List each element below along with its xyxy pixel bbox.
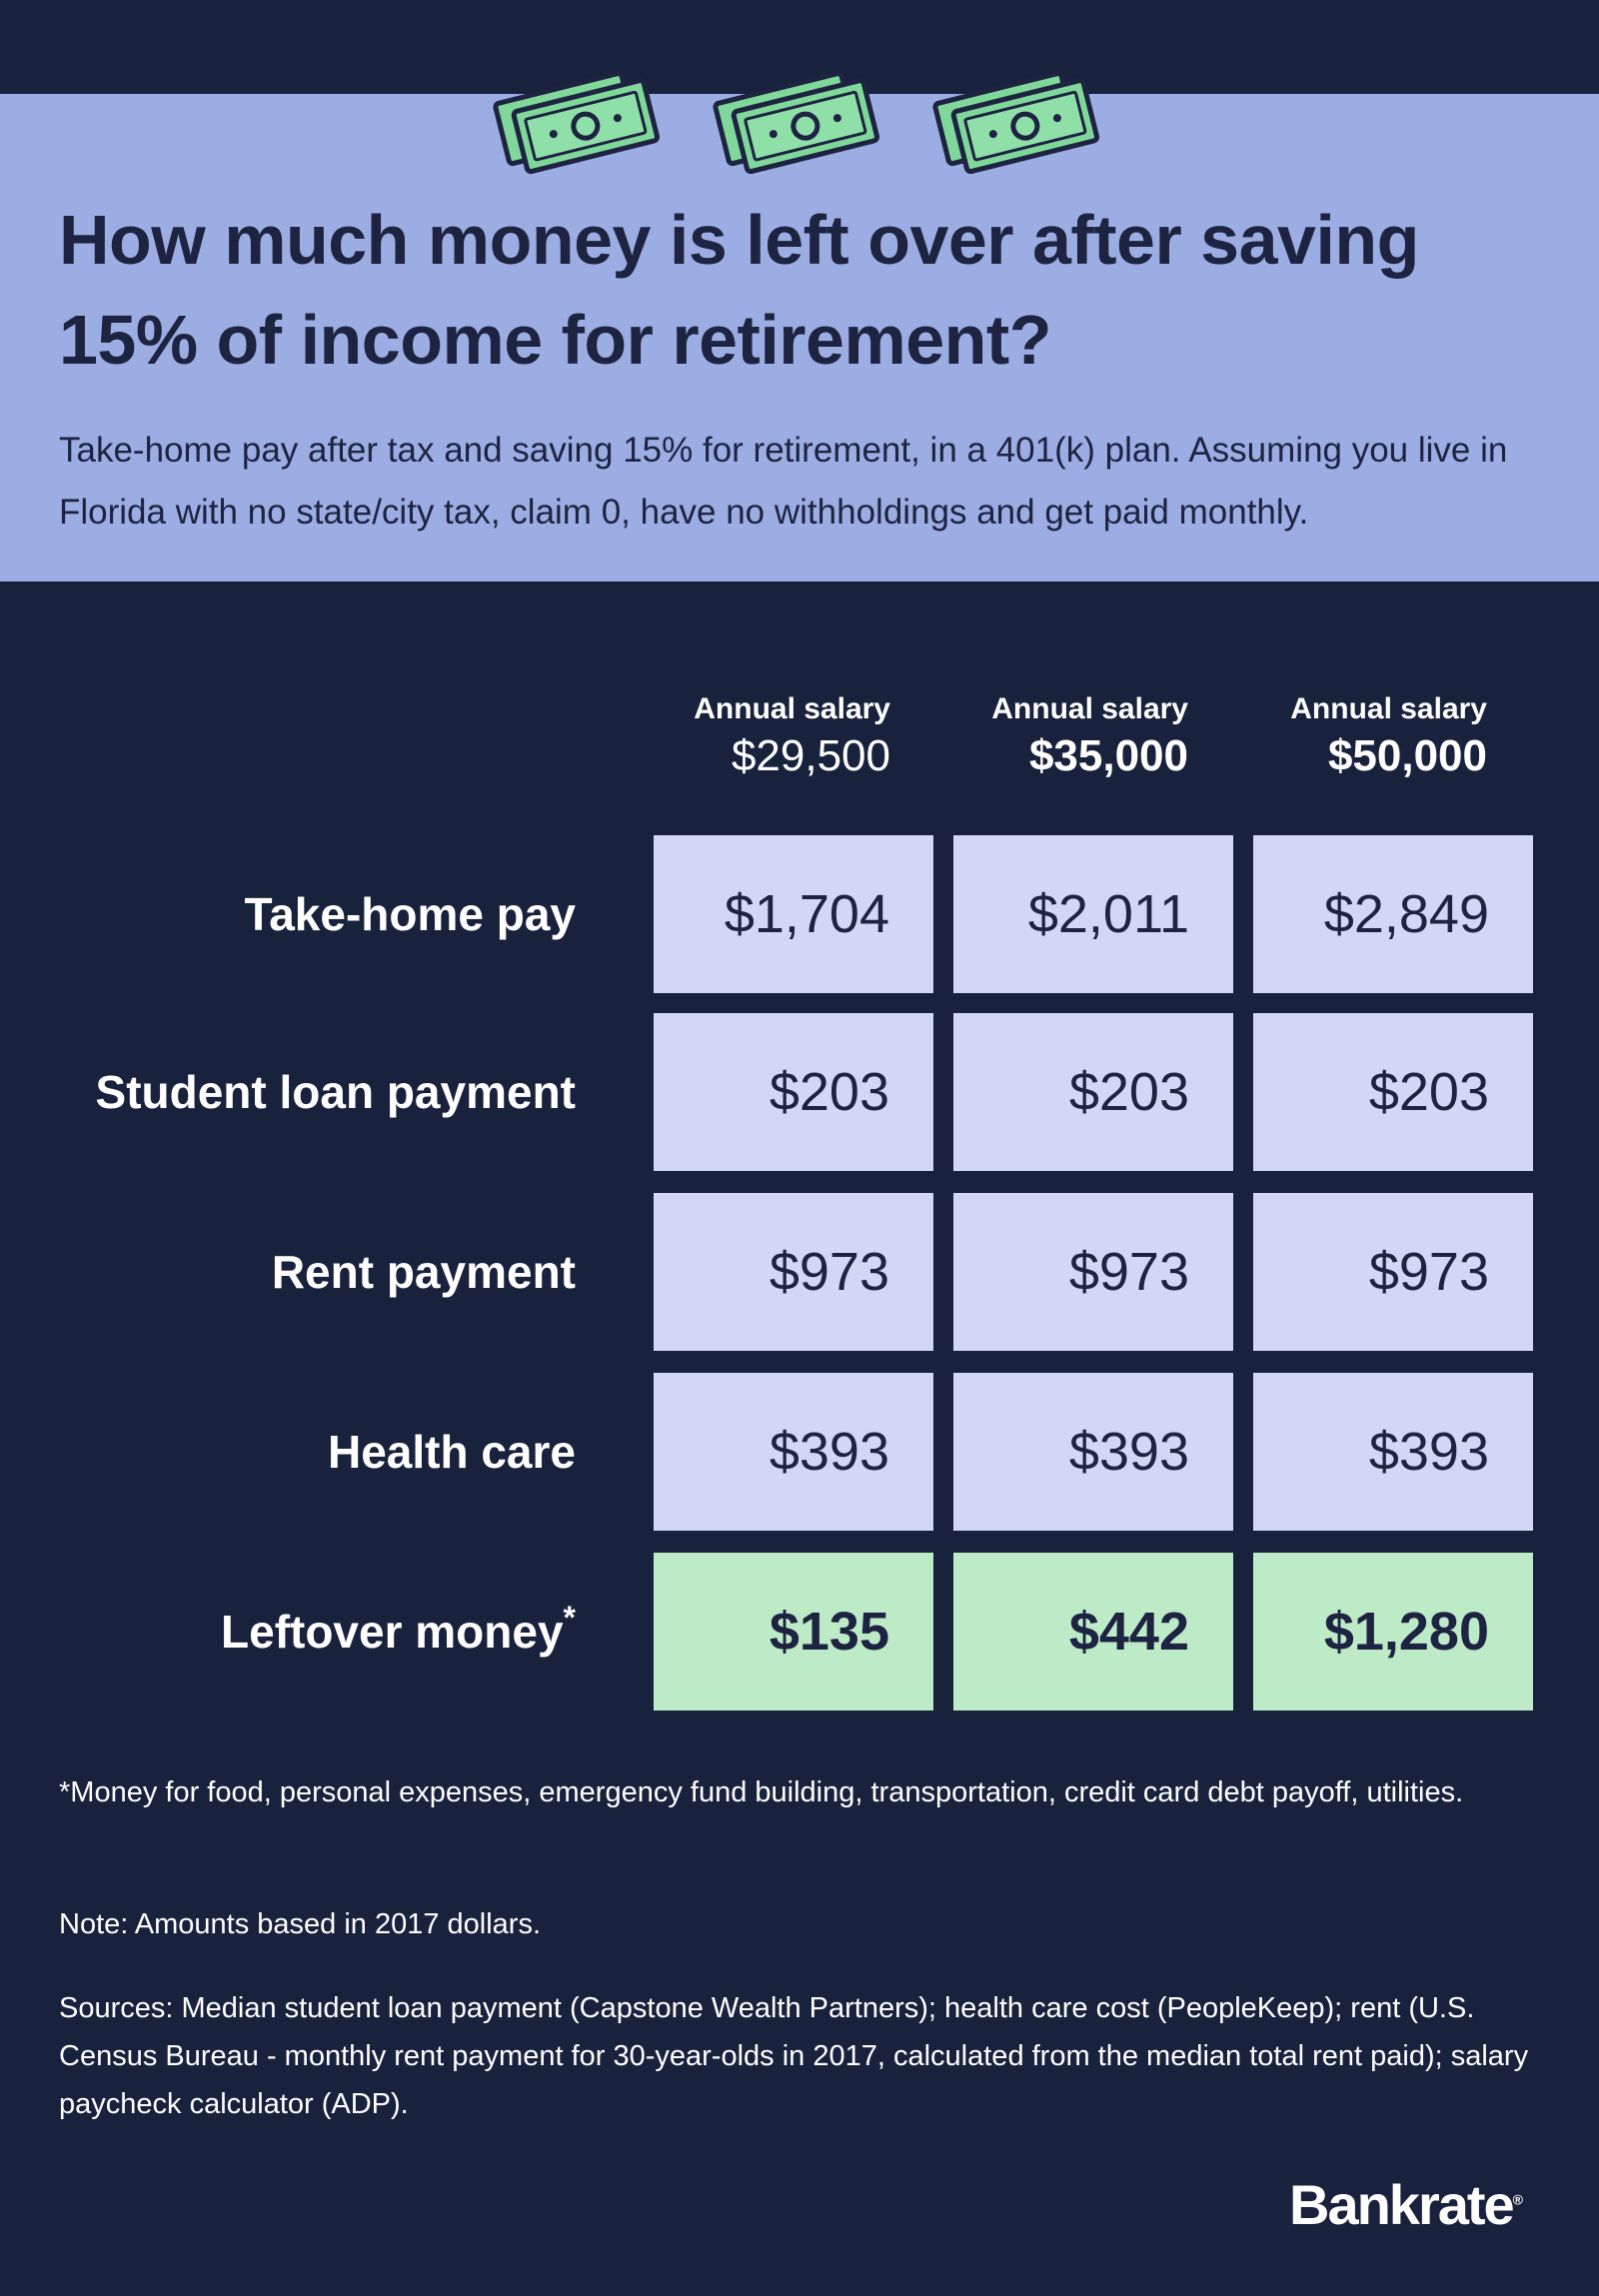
column-header-label: Annual salary xyxy=(1290,692,1487,725)
table-cell: $393 xyxy=(1253,1373,1533,1531)
asterisk-marker: * xyxy=(563,1600,576,1636)
row-label-text: Leftover money xyxy=(221,1606,564,1658)
table-cell: $203 xyxy=(953,1013,1233,1171)
money-bill-icon xyxy=(929,44,1109,174)
column-header-salary: $29,500 xyxy=(731,731,890,780)
row-label-take-home-pay: Take-home pay xyxy=(244,888,576,940)
table-cell: $2,011 xyxy=(953,835,1233,993)
bankrate-logo xyxy=(1289,2172,1529,2237)
column-header-label: Annual salary xyxy=(694,692,890,725)
footnote-note: Note: Amounts based in 2017 dollars. xyxy=(59,1908,542,1940)
column-header-salary: $50,000 xyxy=(1327,731,1487,780)
table-cell: $2,849 xyxy=(1253,835,1533,993)
money-bill-icon xyxy=(490,44,670,174)
column-header-1 xyxy=(611,689,890,783)
column-header-label: Annual salary xyxy=(991,692,1188,725)
table-cell: $203 xyxy=(1253,1013,1533,1171)
money-bills-icon xyxy=(0,44,1599,174)
column-header-2 xyxy=(908,689,1188,783)
row-label-leftover-money xyxy=(40,1553,576,1711)
leftover-cell: $442 xyxy=(953,1553,1233,1711)
page-title: How much money is left over after saving 15% of income for retirement? xyxy=(59,201,1419,379)
row-label-student-loan: Student loan payment xyxy=(95,1066,576,1118)
page-subtitle: Take-home pay after tax and saving 15% for retirement, in a 401(k) plan. Assuming you live in Florida with no state/city tax, claim 0, have no withholdings and get paid monthly. xyxy=(59,431,1508,532)
row-label-rent: Rent payment xyxy=(271,1246,576,1298)
leftover-cell: $1,280 xyxy=(1253,1553,1533,1711)
row-label-health-care: Health care xyxy=(327,1426,576,1478)
column-header-3 xyxy=(1207,689,1487,783)
table-cell: $393 xyxy=(654,1373,933,1531)
column-header-salary: $35,000 xyxy=(1028,731,1188,780)
table-cell: $203 xyxy=(654,1013,933,1171)
footnote-sources: Sources: Median student loan payment (Capstone Wealth Partners); health care cost (PeopleKeep); rent (U.S. Census Bureau - monthly rent payment for 30-year-olds in 2017, calculated from the median total rent paid); salary paycheck calculator (ADP). xyxy=(59,1992,1529,2120)
leftover-cell: $135 xyxy=(654,1553,933,1711)
table-cell: $973 xyxy=(953,1193,1233,1351)
money-bill-icon xyxy=(710,44,889,174)
table-cell: $1,704 xyxy=(654,835,933,993)
table-cell: $393 xyxy=(953,1373,1233,1531)
table-cell: $973 xyxy=(1253,1193,1533,1351)
brand-mark: ® xyxy=(1512,2191,1523,2208)
footnote-asterisk: *Money for food, personal expenses, emergency fund building, transportation, credit card debt payoff, utilities. xyxy=(59,1776,1464,1808)
brand-name: Bankrate xyxy=(1289,2173,1513,2236)
table-cell: $973 xyxy=(654,1193,933,1351)
